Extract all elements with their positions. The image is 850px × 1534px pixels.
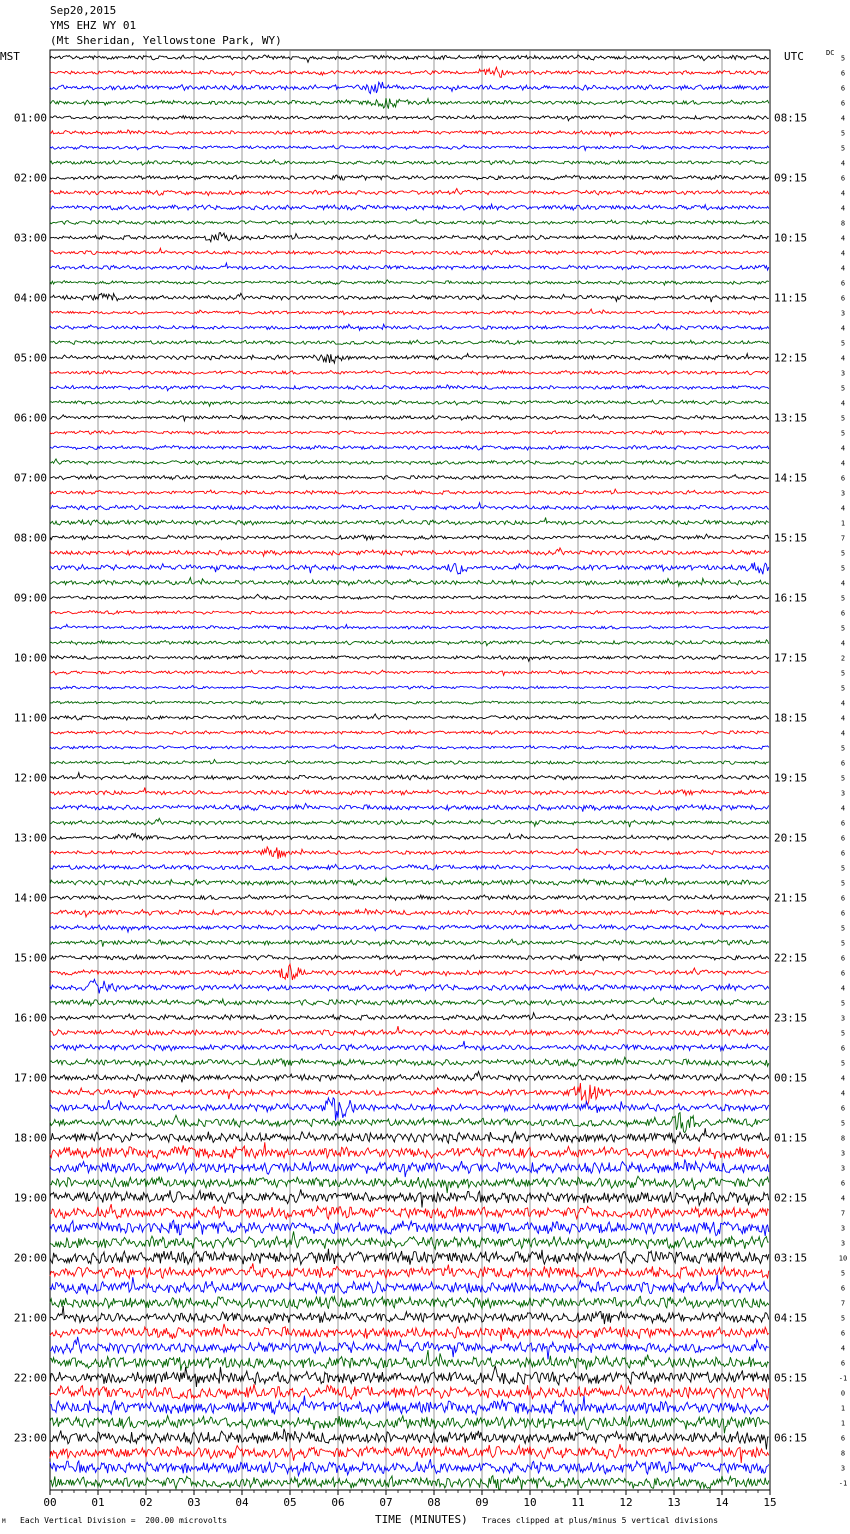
left-hour-label: 21:00 (13, 1311, 47, 1325)
seismic-trace (50, 624, 769, 629)
seismic-trace (50, 924, 769, 932)
seismic-trace (50, 248, 769, 254)
seismic-trace (50, 955, 769, 961)
dc-offset-value: 6 (840, 69, 846, 78)
seismic-trace (50, 1220, 769, 1236)
seismic-trace (50, 145, 769, 150)
dc-offset-value: 4 (840, 729, 846, 738)
seismic-trace (50, 1057, 769, 1066)
seismic-trace (50, 130, 769, 136)
seismic-trace (50, 964, 769, 980)
dc-offset-value: 6 (840, 849, 846, 858)
seismic-trace (50, 233, 769, 242)
seismic-trace (50, 1350, 769, 1371)
dc-offset-value: 6 (840, 894, 846, 903)
dc-offset-value: 5 (840, 744, 846, 753)
seismic-trace (50, 475, 769, 480)
dc-offset-value: 0 (840, 1389, 846, 1398)
seismic-trace (50, 1083, 769, 1105)
dc-offset-value: 5 (840, 414, 846, 423)
left-hour-label: 20:00 (13, 1251, 47, 1265)
dc-offset-value: 4 (840, 504, 846, 513)
x-axis-title: TIME (MINUTES) (375, 1513, 468, 1526)
dc-offset-value: 1 (840, 519, 846, 528)
left-hour-label: 15:00 (13, 951, 47, 965)
dc-offset-value: 6 (840, 609, 846, 618)
seismic-trace (50, 1026, 769, 1036)
dc-offset-value: 4 (840, 159, 846, 168)
right-hour-label: 22:15 (774, 951, 808, 965)
left-hour-label: 07:00 (13, 471, 47, 485)
seismic-trace (50, 1296, 769, 1308)
seismic-trace (50, 864, 769, 870)
dc-offset-value: 5 (840, 1269, 846, 1278)
x-tick-label: 10 (523, 1496, 537, 1509)
seismic-trace (50, 534, 769, 540)
right-hour-label: 23:15 (774, 1011, 808, 1025)
dc-offset-value: 2 (840, 654, 846, 663)
dc-offset-value: 3 (840, 489, 846, 498)
x-tick-label: 04 (235, 1496, 249, 1509)
dc-offset-value: 6 (840, 969, 846, 978)
dc-offset-value: 6 (840, 834, 846, 843)
seismic-trace (50, 354, 769, 364)
left-hour-label: 04:00 (13, 291, 47, 305)
right-hour-label: 17:15 (774, 651, 808, 665)
dc-offset-value: 3 (840, 1164, 846, 1173)
seismic-trace (50, 878, 769, 886)
dc-offset-value: 8 (840, 1134, 846, 1143)
seismic-trace (50, 1204, 769, 1219)
dc-offset-value: 6 (840, 1104, 846, 1113)
seismic-trace (50, 1366, 769, 1387)
dc-offset-value: 8 (840, 1449, 846, 1458)
left-hour-label: 23:00 (13, 1431, 47, 1445)
dc-offset-value: 4 (840, 354, 846, 363)
left-hour-label: 16:00 (13, 1011, 47, 1025)
dc-offset-value: 4 (840, 459, 846, 468)
seismic-trace (50, 1429, 769, 1450)
dc-offset-value: 5 (840, 864, 846, 873)
seismic-trace (50, 611, 769, 615)
left-hour-label: 22:00 (13, 1371, 47, 1385)
dc-offset-value: 4 (840, 324, 846, 333)
seismic-trace (50, 175, 769, 180)
dc-offset-value: 6 (840, 294, 846, 303)
seismic-trace (50, 220, 769, 225)
chart-date: Sep20,2015 (50, 4, 117, 17)
seismic-trace (50, 1113, 769, 1133)
station-code: YMS EHZ WY 01 (50, 19, 137, 32)
dc-offset-value: 6 (840, 1359, 846, 1368)
dc-offset-value: 5 (840, 684, 846, 693)
seismic-trace (50, 939, 769, 947)
dc-offset-value: 6 (840, 84, 846, 93)
right-hour-label: 21:15 (774, 891, 808, 905)
left-hour-label: 02:00 (13, 171, 47, 185)
dc-offset-value: 4 (840, 1344, 846, 1353)
dc-offset-value: 6 (840, 1329, 846, 1338)
seismic-trace (50, 55, 769, 62)
dc-offset-value: 5 (840, 1059, 846, 1068)
left-hour-label: 18:00 (13, 1131, 47, 1145)
dc-offset-value: 8 (840, 219, 846, 228)
seismic-trace (50, 309, 769, 315)
dc-offset-value: 7 (840, 534, 846, 543)
seismic-trace (50, 1159, 769, 1177)
right-hour-label: 20:15 (774, 831, 808, 845)
seismic-trace (50, 730, 769, 734)
seismic-trace (50, 489, 769, 494)
seismic-trace (50, 160, 769, 165)
plot-frame (50, 50, 770, 1490)
dc-offset-value: 4 (840, 699, 846, 708)
dc-offset-header: DC (826, 49, 835, 57)
dc-offset-value: 5 (840, 1029, 846, 1038)
right-hour-label: 05:15 (774, 1371, 808, 1385)
seismic-trace (50, 1444, 769, 1463)
right-hour-label: 02:15 (774, 1191, 808, 1205)
left-hour-label: 03:00 (13, 231, 47, 245)
seismic-trace (50, 340, 769, 345)
left-hour-label: 05:00 (13, 351, 47, 365)
seismic-trace (50, 517, 769, 525)
left-hour-label: 13:00 (13, 831, 47, 845)
left-hour-label: 01:00 (13, 111, 47, 125)
x-tick-label: 09 (475, 1496, 489, 1509)
seismic-trace (50, 701, 769, 704)
seismic-trace (50, 503, 769, 510)
dc-offset-value: 4 (840, 264, 846, 273)
right-hour-label: 00:15 (774, 1071, 808, 1085)
dc-offset-value: 3 (840, 1014, 846, 1023)
dc-offset-value: 5 (840, 339, 846, 348)
seismic-trace (50, 714, 769, 720)
right-hour-label: 15:15 (774, 531, 808, 545)
seismic-trace (50, 578, 769, 587)
dc-offset-value: 3 (840, 369, 846, 378)
dc-offset-value: 6 (840, 1044, 846, 1053)
dc-offset-value: 5 (840, 549, 846, 558)
dc-offset-value: 4 (840, 399, 846, 408)
seismic-trace (50, 834, 769, 841)
dc-offset-value: -1 (838, 1374, 848, 1383)
seismic-trace (50, 67, 769, 77)
seismic-trace (50, 1275, 769, 1294)
dc-offset-value: 4 (840, 249, 846, 258)
right-hour-label: 01:15 (774, 1131, 808, 1145)
seismic-trace (50, 1142, 769, 1159)
right-hour-label: 18:15 (774, 711, 808, 725)
right-hour-label: 09:15 (774, 171, 808, 185)
x-tick-label: 11 (571, 1496, 585, 1509)
dc-offset-value: 6 (840, 1434, 846, 1443)
seismic-trace (50, 594, 769, 599)
dc-offset-value: 5 (840, 774, 846, 783)
left-hour-label: 06:00 (13, 411, 47, 425)
dc-offset-value: 3 (840, 1464, 846, 1473)
dc-offset-value: 6 (840, 1179, 846, 1188)
x-tick-label: 05 (283, 1496, 297, 1509)
x-tick-label: 08 (427, 1496, 441, 1509)
x-tick-label: 14 (715, 1496, 729, 1509)
seismic-trace (50, 787, 769, 795)
seismic-trace (50, 459, 769, 465)
right-hour-label: 08:15 (774, 111, 808, 125)
seismic-trace (50, 1337, 769, 1360)
station-location: (Mt Sheridan, Yellowstone Park, WY) (50, 34, 282, 47)
dc-offset-value: 5 (840, 939, 846, 948)
x-tick-label: 07 (379, 1496, 393, 1509)
seismic-trace (50, 1324, 769, 1341)
dc-offset-value: 4 (840, 579, 846, 588)
dc-offset-value: 4 (840, 1089, 846, 1098)
dc-offset-value: 6 (840, 99, 846, 108)
left-hour-label: 14:00 (13, 891, 47, 905)
x-tick-label: 02 (139, 1496, 153, 1509)
seismic-trace (50, 1128, 769, 1143)
seismic-trace (50, 400, 769, 406)
dc-offset-value: 5 (840, 669, 846, 678)
dc-offset-value: 5 (840, 594, 846, 603)
right-hour-label: 11:15 (774, 291, 808, 305)
seismic-trace (50, 562, 769, 574)
left-hour-label: 08:00 (13, 531, 47, 545)
seismic-trace (50, 1416, 769, 1434)
dc-offset-value: 5 (840, 924, 846, 933)
seismic-trace (50, 1013, 769, 1020)
seismic-trace (50, 548, 769, 556)
dc-offset-value: 5 (840, 1119, 846, 1128)
left-hour-label: 19:00 (13, 1191, 47, 1205)
seismic-trace (50, 445, 769, 450)
dc-offset-value: 6 (840, 174, 846, 183)
clip-note: Traces clipped at plus/minus 5 vertical divisions (482, 1516, 719, 1525)
right-hour-label: 10:15 (774, 231, 808, 245)
x-tick-label: 03 (187, 1496, 201, 1509)
seismic-trace (50, 670, 769, 675)
seismic-trace (50, 818, 769, 827)
seismic-trace (50, 895, 769, 900)
seismic-trace (50, 1459, 769, 1476)
dc-offset-value: 5 (840, 999, 846, 1008)
seismic-trace (50, 1476, 769, 1490)
seismic-trace (50, 1176, 769, 1193)
seismic-trace (50, 686, 769, 690)
right-hour-label: 03:15 (774, 1251, 808, 1265)
left-hour-label: 12:00 (13, 771, 47, 785)
dc-offset-value: 6 (840, 954, 846, 963)
seismic-trace (50, 1098, 769, 1121)
seismic-trace (50, 263, 769, 270)
seismic-trace (50, 98, 769, 109)
scale-note: Each Vertical Division = 200.00 microvolts (20, 1516, 228, 1525)
seismic-trace (50, 760, 769, 765)
dc-offset-value: 5 (840, 384, 846, 393)
dc-offset-value: 4 (840, 714, 846, 723)
seismic-trace (50, 803, 769, 811)
left-timezone-label: MST (0, 50, 20, 63)
dc-offset-value: 4 (840, 189, 846, 198)
dc-offset-value: 4 (840, 234, 846, 243)
dc-offset-value: 1 (840, 1404, 846, 1413)
right-hour-label: 16:15 (774, 591, 808, 605)
seismic-trace (50, 998, 769, 1006)
seismic-trace (50, 189, 769, 196)
left-hour-label: 17:00 (13, 1071, 47, 1085)
dc-offset-value: 6 (840, 279, 846, 288)
seismic-trace (50, 204, 769, 210)
dc-offset-value: 6 (840, 759, 846, 768)
seismic-trace (50, 773, 769, 780)
seismic-trace (50, 324, 769, 331)
seismic-trace (50, 280, 769, 285)
dc-offset-value: 7 (840, 1209, 846, 1218)
seismic-trace (50, 979, 769, 993)
seismic-trace (50, 415, 769, 421)
seismic-trace (50, 82, 769, 94)
dc-offset-value: 5 (840, 564, 846, 573)
seismic-trace (50, 1041, 769, 1051)
dc-offset-value: 5 (840, 624, 846, 633)
dc-offset-value: 4 (840, 639, 846, 648)
dc-offset-value: 6 (840, 819, 846, 828)
dc-offset-value: 3 (840, 1224, 846, 1233)
seismic-trace (50, 1189, 769, 1207)
dc-offset-value: 3 (840, 309, 846, 318)
right-hour-label: 13:15 (774, 411, 808, 425)
dc-offset-value: 4 (840, 804, 846, 813)
seismic-trace (50, 640, 769, 646)
dc-offset-value: 10 (838, 1254, 848, 1263)
dc-offset-value: 5 (840, 144, 846, 153)
seismic-trace (50, 1231, 769, 1249)
corner-mark: M (2, 1518, 6, 1525)
seismic-trace (50, 293, 769, 302)
dc-offset-value: 1 (840, 1419, 846, 1428)
seismic-trace (50, 431, 769, 435)
seismic-trace (50, 745, 769, 749)
right-timezone-label: UTC (784, 50, 804, 63)
seismic-trace (50, 1263, 769, 1278)
seismic-trace (50, 655, 769, 661)
dc-offset-value: 3 (840, 789, 846, 798)
seismic-trace (50, 909, 769, 917)
dc-offset-value: 5 (840, 129, 846, 138)
dc-offset-value: 3 (840, 1149, 846, 1158)
seismic-trace (50, 1384, 769, 1399)
dc-offset-value: 5 (840, 1314, 846, 1323)
dc-offset-value: 7 (840, 1299, 846, 1308)
x-tick-label: 15 (763, 1496, 777, 1509)
dc-offset-value: 4 (840, 444, 846, 453)
dc-offset-value: -1 (838, 1479, 848, 1488)
x-tick-label: 13 (667, 1496, 681, 1509)
seismic-trace (50, 1396, 769, 1415)
dc-offset-value: 4 (840, 204, 846, 213)
x-tick-label: 06 (331, 1496, 345, 1509)
left-hour-label: 10:00 (13, 651, 47, 665)
dc-offset-value: 5 (840, 54, 846, 63)
right-hour-label: 12:15 (774, 351, 808, 365)
left-hour-label: 09:00 (13, 591, 47, 605)
seismic-trace (50, 115, 769, 120)
x-tick-label: 12 (619, 1496, 633, 1509)
x-tick-label: 01 (91, 1496, 105, 1509)
dc-offset-value: 4 (840, 114, 846, 123)
right-hour-label: 04:15 (774, 1311, 808, 1325)
seismic-trace (50, 847, 769, 859)
dc-offset-value: 4 (840, 1074, 846, 1083)
seismic-trace (50, 385, 769, 391)
dc-offset-value: 5 (840, 429, 846, 438)
dc-offset-value: 6 (840, 474, 846, 483)
x-tick-label: 00 (43, 1496, 57, 1509)
seismic-trace (50, 1249, 769, 1265)
right-hour-label: 14:15 (774, 471, 808, 485)
seismic-trace (50, 1306, 769, 1324)
right-hour-label: 06:15 (774, 1431, 808, 1445)
dc-offset-value: 3 (840, 1239, 846, 1248)
dc-offset-value: 4 (840, 1194, 846, 1203)
right-hour-label: 19:15 (774, 771, 808, 785)
dc-offset-value: 6 (840, 1284, 846, 1293)
seismic-trace (50, 1071, 769, 1082)
dc-offset-value: 4 (840, 984, 846, 993)
seismic-trace (50, 370, 769, 374)
dc-offset-value: 6 (840, 909, 846, 918)
left-hour-label: 11:00 (13, 711, 47, 725)
dc-offset-value: 5 (840, 879, 846, 888)
